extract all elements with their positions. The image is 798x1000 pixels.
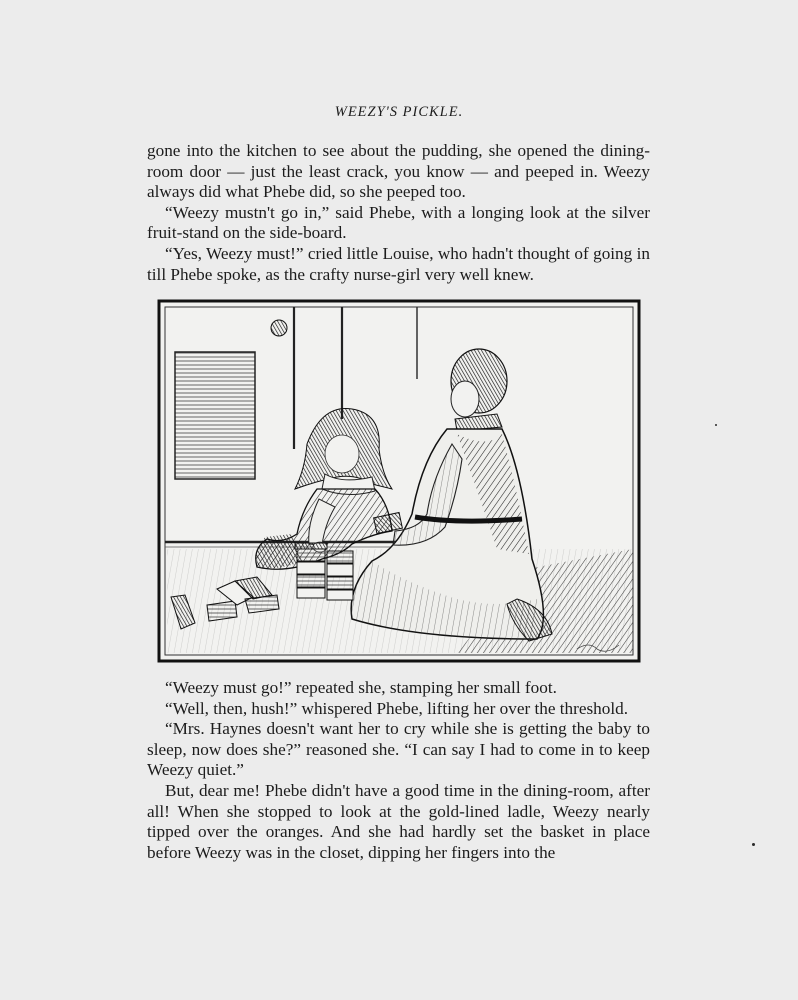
stray-ink-mark (715, 424, 717, 426)
paragraph: gone into the kitchen to see about the pudding, she opened the dining-room door — just the least crack, you know — and peeped in. Weezy always did what Phebe did, so she peeped too. (147, 141, 650, 202)
running-head: WEEZY'S PICKLE. (334, 104, 464, 120)
paragraph: “Well, then, hush!” whispered Phebe, lifting her over the threshold. (165, 698, 629, 718)
illustration-engraving (157, 299, 641, 663)
paragraph: “Mrs. Haynes doesn't want her to cry while she is getting the baby to sleep, now does she?” reasoned she. “I can say I had to come in to keep Weezy quiet.” (147, 719, 650, 780)
stray-ink-mark (752, 843, 755, 846)
paragraph: “Yes, Weezy must!” cried little Louise, who hadn't thought of going in till Phebe spoke, as the crafty nurse-girl very well knew. (147, 243, 650, 284)
paragraph: “Weezy mustn't go in,” said Phebe, with a longing look at the silver fruit-stand on the side-board. (147, 202, 650, 243)
text-block-bottom (147, 678, 650, 863)
paragraph: “Weezy must go!” repeated she, stamping her small foot. (165, 678, 557, 697)
paragraph: But, dear me! Phebe didn't have a good time in the dining-room, after all! When she stopped to look at the gold-lined ladle, Weezy nearly tipped over the oranges. And she had hardly set the basket in place before Weezy was in the closet, dipping her fingers into the (147, 780, 650, 862)
text-block-top (147, 141, 650, 285)
